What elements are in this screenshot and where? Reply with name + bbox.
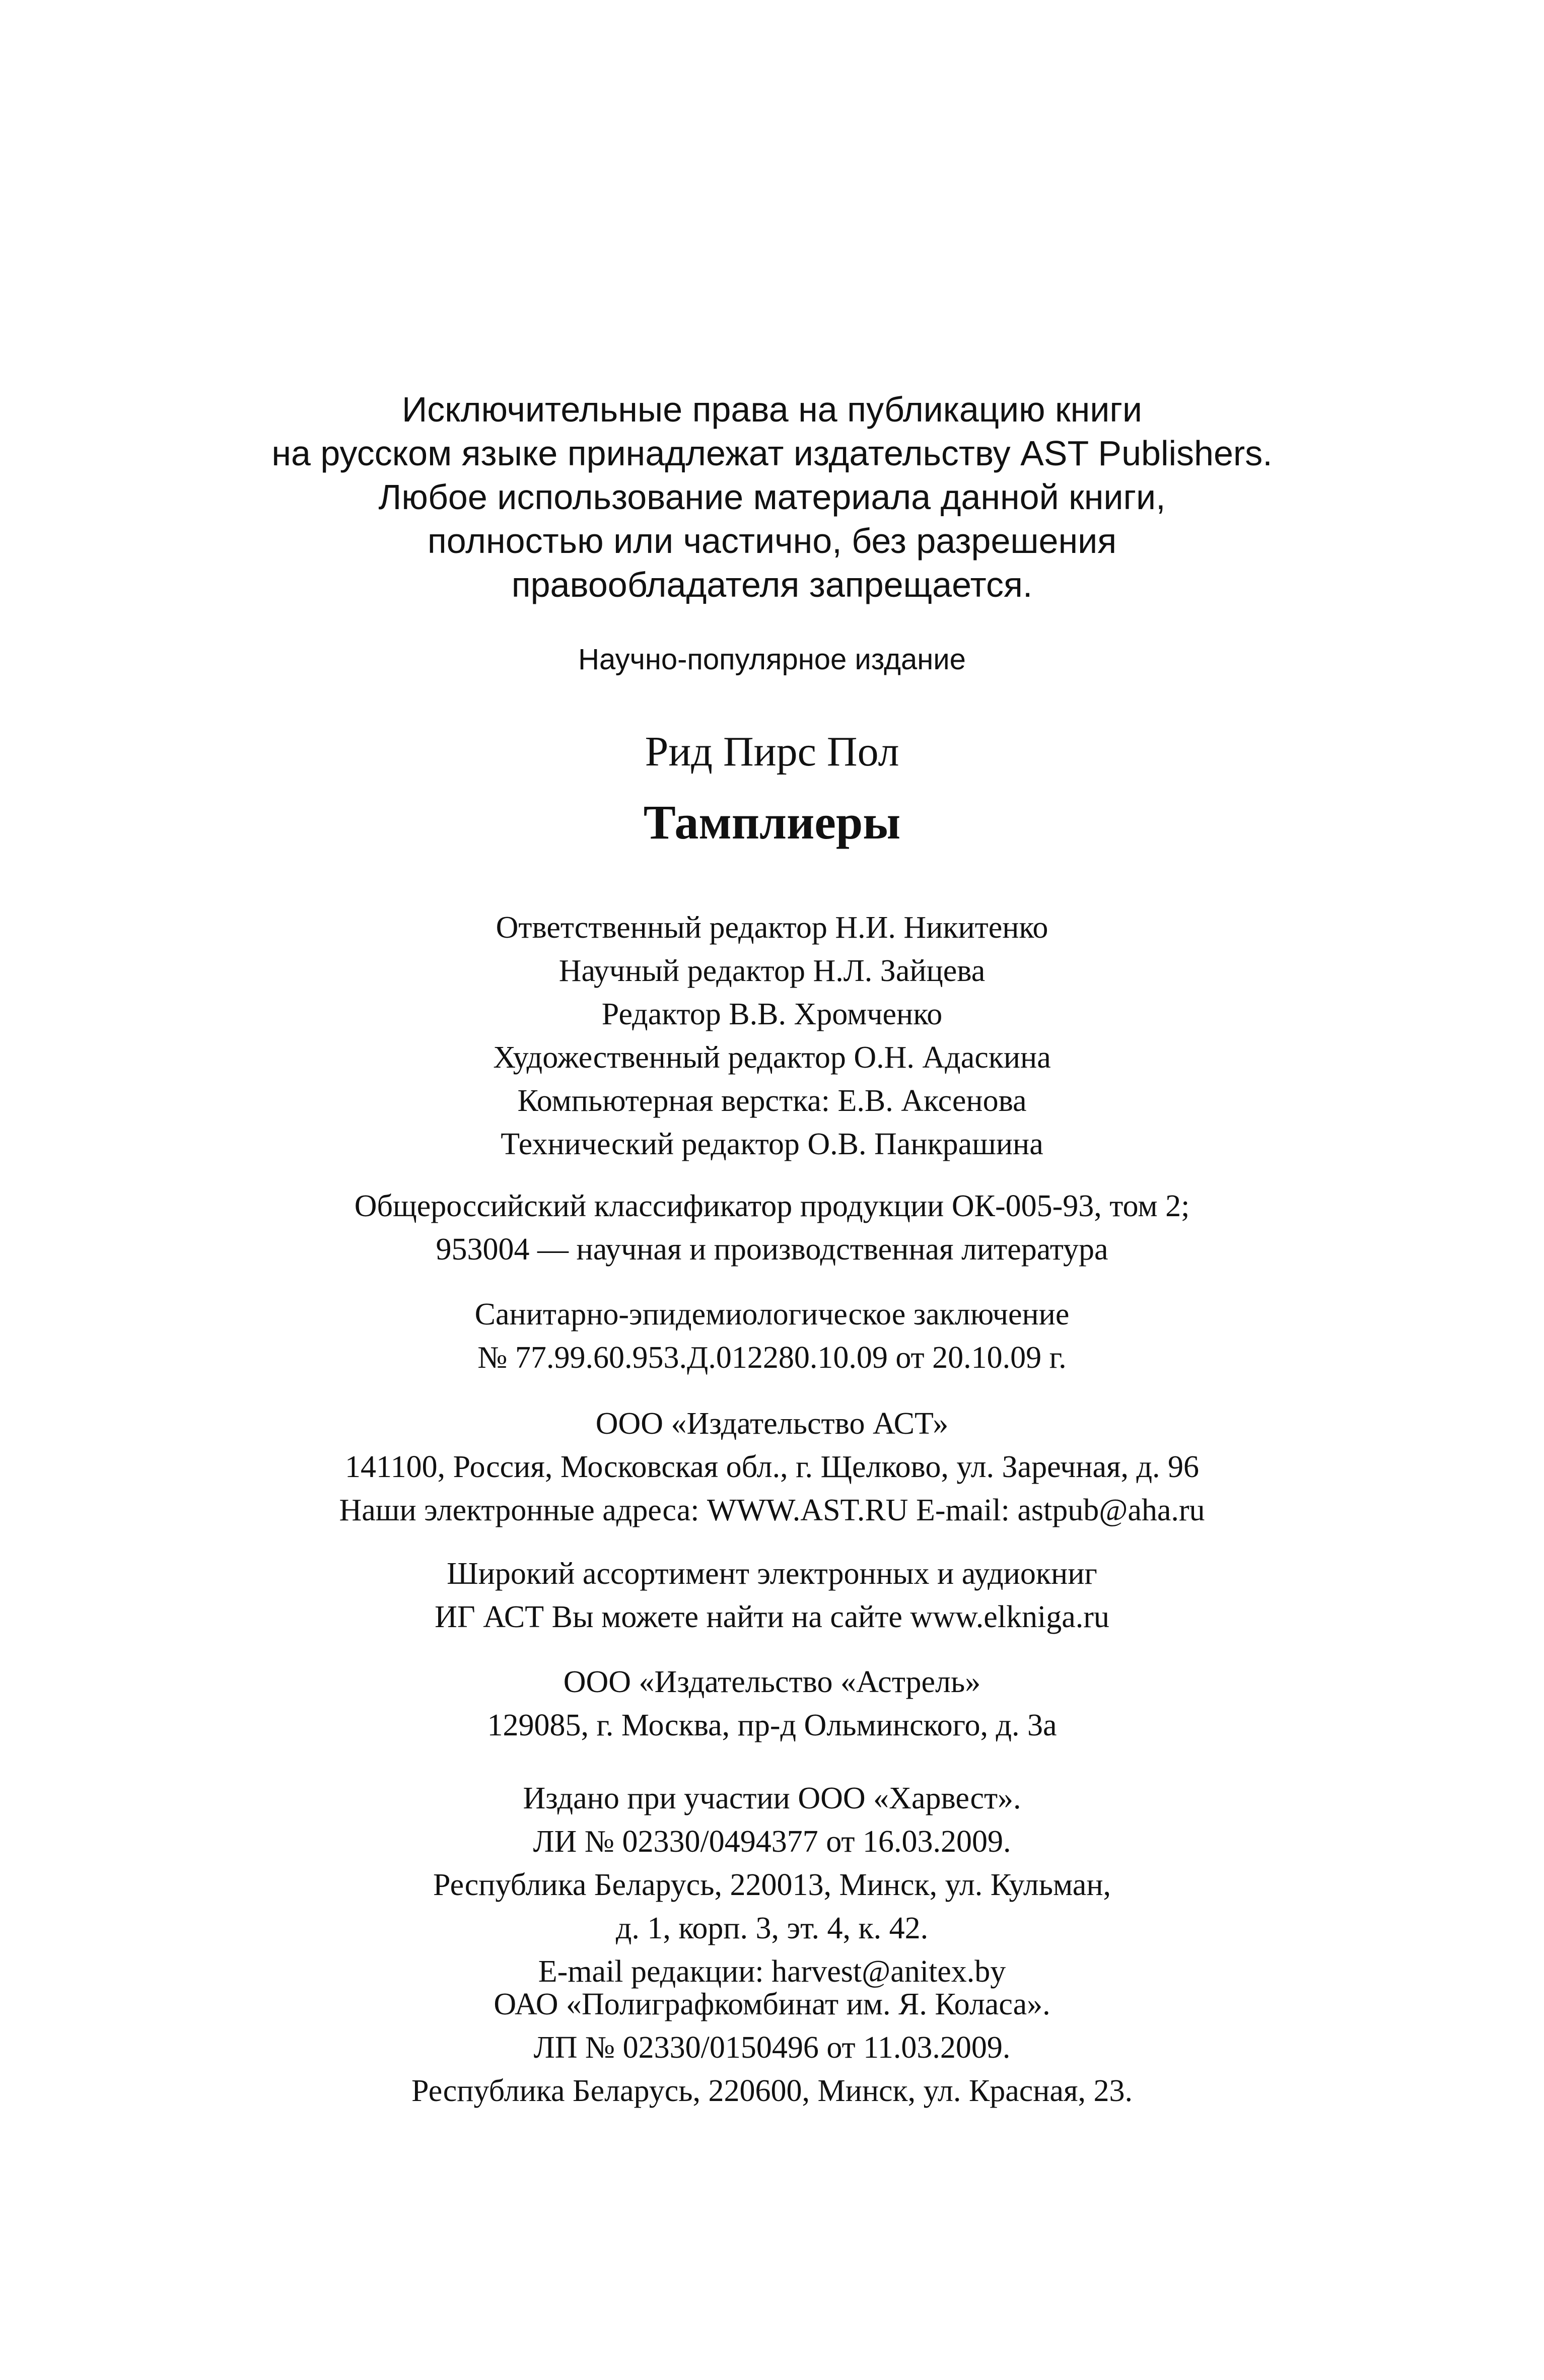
- sanitary-line: № 77.99.60.953.Д.012280.10.09 от 20.10.09 г.: [477, 1341, 1067, 1375]
- ebooks-line: Широкий ассортимент электронных и аудиокниг: [447, 1557, 1097, 1591]
- publisher-astrel: [0, 1660, 1544, 1747]
- publisher-ast-line: Наши электронные адреса: WWW.AST.RU E-mail: astpub@aha.ru: [339, 1493, 1205, 1527]
- publisher-astrel-line: ООО «Издательство «Астрель»: [563, 1665, 981, 1699]
- printer-details: [0, 1983, 1544, 2113]
- editor-credit: Компьютерная верстка: Е.В. Аксенова: [517, 1084, 1027, 1118]
- harvest-line: ЛИ № 02330/0494377 от 16.03.2009.: [533, 1825, 1011, 1859]
- editor-credit: Художественный редактор О.Н. Адаскина: [493, 1040, 1051, 1075]
- harvest-line: E-mail редакции: harvest@anitex.by: [538, 1954, 1006, 1989]
- harvest-line: Издано при участии ООО «Харвест».: [523, 1781, 1021, 1815]
- editor-credit: Научный редактор Н.Л. Зайцева: [558, 954, 986, 988]
- rights-notice-line: на русском языке принадлежат издательству AST Publishers.: [271, 434, 1273, 473]
- harvest-details: [0, 1777, 1544, 1993]
- sanitary-certificate: [0, 1293, 1544, 1379]
- classifier-line: Общероссийский классификатор продукции ОК-005-93, том 2;: [354, 1189, 1190, 1223]
- rights-notice-line: Исключительные права на публикацию книги: [401, 390, 1143, 429]
- book-title: [0, 794, 1544, 851]
- edition-type: [0, 642, 1544, 677]
- editor-credit: Технический редактор О.В. Панкрашина: [501, 1127, 1043, 1161]
- book-author: [0, 727, 1544, 777]
- edition-type-text: Научно-популярное издание: [578, 643, 966, 676]
- publisher-ast-line: 141100, Россия, Московская обл., г. Щелково, ул. Заречная, д. 96: [344, 1450, 1200, 1484]
- ebooks-notice: [0, 1552, 1544, 1639]
- printer-line: ОАО «Полиграфкомбинат им. Я. Коласа».: [494, 1987, 1050, 2021]
- editors-list: [0, 906, 1544, 1166]
- product-classifier: [0, 1184, 1544, 1271]
- title-text: Тамплиеры: [643, 795, 901, 849]
- harvest-line: д. 1, корп. 3, эт. 4, к. 42.: [615, 1911, 929, 1945]
- rights-notice-line: полностью или частично, без разрешения: [427, 521, 1117, 561]
- editor-credit: Ответственный редактор Н.И. Никитенко: [496, 911, 1048, 945]
- publisher-astrel-line: 129085, г. Москва, пр-д Ольминского, д. 3а: [487, 1708, 1057, 1742]
- ebooks-line: ИГ АСТ Вы можете найти на сайте www.elkniga.ru: [435, 1600, 1109, 1634]
- printer-line: ЛП № 02330/0150496 от 11.03.2009.: [533, 2031, 1011, 2065]
- editor-credit: Редактор В.В. Хромченко: [601, 997, 943, 1031]
- rights-notice-line: правообладателя запрещается.: [511, 565, 1033, 604]
- publisher-ast-line: ООО «Издательство АСТ»: [595, 1407, 949, 1441]
- rights-notice-line: Любое использование материала данной книги,: [378, 477, 1166, 517]
- rights-notice: [0, 388, 1544, 607]
- sanitary-line: Санитарно-эпидемиологическое заключение: [474, 1297, 1070, 1332]
- publisher-ast: [0, 1402, 1544, 1532]
- classifier-line: 953004 — научная и производственная литература: [436, 1232, 1108, 1267]
- author-name: Рид Пирс Пол: [645, 728, 899, 775]
- printer-line: Республика Беларусь, 220600, Минск, ул. Красная, 23.: [411, 2074, 1133, 2108]
- harvest-line: Республика Беларусь, 220013, Минск, ул. Кульман,: [433, 1868, 1111, 1902]
